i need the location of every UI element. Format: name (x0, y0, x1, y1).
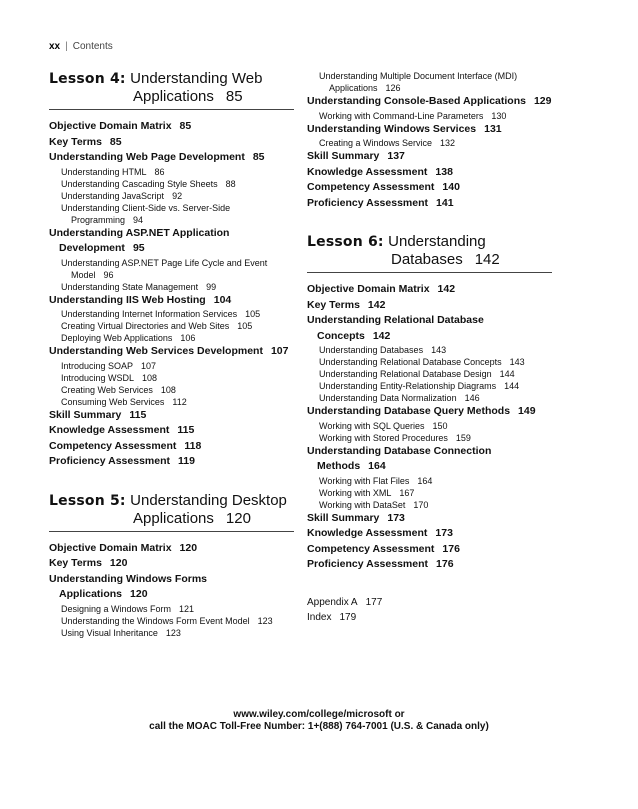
toc-entry-title: Understanding JavaScript (61, 190, 165, 201)
toc-appendix-entry[interactable] (307, 595, 552, 611)
toc-entry[interactable] (49, 135, 294, 151)
toc-subentry[interactable] (49, 384, 294, 396)
toc-entry-title: Understanding Client-Side vs. Server-Side Programming (61, 202, 231, 225)
toc-entry-title: Designing a Windows Form (61, 603, 172, 614)
toc-page-number: 88 (225, 178, 236, 189)
toc-subentry[interactable] (307, 137, 552, 149)
lesson-heading-l4 (49, 70, 294, 110)
toc-entry[interactable] (307, 526, 552, 542)
toc-entry-title: Introducing SOAP (61, 360, 134, 371)
toc-page-number: 141 (436, 196, 454, 209)
toc-entry[interactable] (307, 444, 552, 475)
lesson-label: Lesson 5: (49, 492, 126, 509)
toc-entry[interactable] (307, 165, 552, 181)
lesson-title-line-1: Understanding Desktop (130, 491, 287, 509)
toc-entry-title: Understanding Database Connection Methods (307, 444, 492, 472)
toc-subentry[interactable] (49, 178, 294, 190)
toc-page-number: 105 (237, 321, 253, 331)
footer (0, 709, 638, 733)
toc-page-number: 144 (504, 381, 520, 391)
toc-entry[interactable] (49, 423, 294, 439)
toc-page-number: 94 (133, 214, 144, 225)
toc-page-number: 142 (367, 298, 386, 311)
toc-page-number: 99 (206, 281, 217, 292)
toc-entry-title: Working with Stored Procedures (319, 432, 448, 443)
spacer (49, 470, 294, 492)
toc-page-number: 85 (109, 135, 122, 148)
toc-subentry[interactable] (307, 110, 552, 122)
toc-subentry[interactable] (307, 344, 552, 356)
toc-page-number: 140 (442, 181, 460, 193)
toc-page-number: 108 (142, 372, 158, 383)
toc-entry-title: Key Terms (49, 135, 102, 148)
toc-entry-title: Understanding Web Services Development (49, 345, 263, 357)
toc-entry-title: Understanding the Windows Form Event Model (61, 615, 250, 626)
toc-entry[interactable] (307, 298, 552, 314)
toc-entry-title: Working with SQL Queries (319, 420, 425, 431)
toc-page-number: 167 (399, 487, 415, 498)
toc-page-number: 126 (385, 83, 401, 93)
toc-entry-title: Competency Assessment (307, 181, 435, 193)
toc-subentry[interactable] (49, 603, 294, 615)
toc-appendix-entry[interactable] (307, 610, 552, 626)
toc-page-number: 112 (172, 396, 187, 407)
lesson-title-line-1: Understanding (388, 233, 486, 250)
header-section: Contents (72, 41, 113, 52)
lesson-title-text: Applications (133, 509, 214, 527)
toc-entry-title: Understanding Web Page Development (49, 151, 245, 163)
toc-entry-title: Understanding Internet Information Services (61, 309, 238, 319)
toc-page-number: 95 (132, 242, 145, 254)
toc-page-number: 120 (109, 557, 128, 569)
lesson-label: Lesson 6: (307, 234, 384, 250)
toc-entry-title: Objective Domain Matrix (49, 541, 172, 554)
toc-right-column (307, 70, 552, 626)
toc-entry-title: Understanding Windows Services (307, 122, 477, 135)
toc-entry-title: Skill Summary (307, 511, 380, 524)
toc-entry[interactable] (49, 541, 294, 557)
toc-page-number: 179 (339, 612, 357, 623)
toc-entry[interactable] (307, 94, 552, 110)
toc-entry-title: Understanding Entity-Relationship Diagrams (319, 381, 497, 391)
toc-entry-title: Working with DataSet (319, 499, 406, 510)
toc-entry-title: Understanding Console-Based Applications (307, 95, 526, 107)
lesson-title-line-2 (49, 510, 294, 528)
toc-entry[interactable] (49, 556, 294, 572)
toc-entry[interactable] (49, 344, 294, 360)
toc-entry-title: Competency Assessment (307, 542, 435, 555)
toc-entry-title: Understanding Databases (319, 345, 424, 355)
toc-page-number: 107 (270, 345, 289, 357)
toc-subentry[interactable] (307, 420, 552, 432)
toc-entry-title: Using Visual Inheritance (61, 627, 158, 638)
toc-page-number: 164 (417, 475, 433, 486)
toc-page-number: 130 (491, 110, 507, 121)
toc-subentry[interactable] (49, 202, 294, 226)
toc-page-number: 177 (365, 596, 383, 608)
lesson-heading-l5 (49, 492, 294, 532)
toc-entry-title: Appendix A (307, 596, 358, 608)
lesson-page-number: 120 (225, 509, 251, 527)
toc-subentry[interactable] (49, 257, 294, 281)
toc-page-number: 92 (172, 190, 183, 201)
toc-subentry[interactable] (49, 332, 294, 344)
toc-entry[interactable] (307, 313, 552, 344)
toc-page-number: 115 (177, 424, 195, 436)
spacer (307, 211, 552, 233)
toc-entry-title: Understanding ASP.NET Page Life Cycle and Event Model (61, 257, 268, 280)
toc-page-number: 106 (180, 333, 196, 343)
toc-entry-title: Understanding Data Normalization (319, 393, 457, 403)
toc-page-number: 142 (372, 329, 391, 342)
toc-entry-title: Understanding Relational Database Concepts (319, 357, 502, 367)
toc-entry-title: Understanding Database Query Methods (307, 405, 511, 417)
toc-entry-title: Understanding Relational Database Design (319, 369, 492, 379)
toc-entry-title: Proficiency Assessment (307, 196, 429, 209)
toc-subentry[interactable] (49, 308, 294, 320)
toc-subentry[interactable] (49, 396, 294, 408)
toc-entry-title: Working with XML (319, 487, 392, 498)
toc-entry-title: Understanding Relational Database Concepts (307, 314, 484, 342)
toc-entry[interactable] (49, 293, 294, 309)
toc-entry-title: Creating Web Services (61, 384, 153, 395)
page-number: xx (49, 41, 61, 52)
toc-entry-title: Knowledge Assessment (307, 165, 428, 178)
toc-entry[interactable] (49, 119, 294, 135)
running-header: xx | Contents (49, 41, 113, 52)
toc-page-number: 105 (245, 309, 261, 319)
toc-page-number: 129 (533, 95, 552, 107)
toc-entry-title: Understanding ASP.NET Application Development (49, 226, 230, 254)
toc-entry-title: Working with Command-Line Parameters (319, 110, 484, 121)
toc-entry-title: Proficiency Assessment (307, 558, 429, 570)
toc-page-number: 173 (435, 527, 453, 539)
toc-entry-title: Understanding Windows Forms Applications (49, 572, 207, 600)
toc-page-number: 143 (431, 345, 447, 355)
toc-page-number: 176 (442, 542, 460, 555)
toc-subentry[interactable] (307, 392, 552, 404)
toc-entry-title: Objective Domain Matrix (307, 283, 430, 295)
toc-entry[interactable] (307, 404, 552, 420)
toc-entry-title: Introducing WSDL (61, 372, 135, 383)
toc-entry[interactable] (49, 408, 294, 424)
toc-entry-title: Knowledge Assessment (307, 527, 428, 539)
toc-page-number: 120 (179, 541, 198, 554)
lesson-page-number: 85 (225, 88, 243, 105)
toc-entry-title: Creating a Windows Service (319, 138, 433, 148)
toc-subentry[interactable] (307, 487, 552, 499)
toc-page-number: 104 (213, 293, 232, 306)
lesson-title-text: Databases (391, 251, 463, 268)
lesson-title-line-2 (49, 88, 294, 106)
toc-entry[interactable] (307, 511, 552, 527)
toc-entry-title: Competency Assessment (49, 439, 177, 452)
toc-page-number: 85 (252, 151, 265, 163)
toc-entry[interactable] (307, 149, 552, 165)
toc-entry[interactable] (307, 557, 552, 573)
toc-entry[interactable] (307, 122, 552, 138)
toc-page-number: 119 (178, 455, 195, 467)
toc-page-number: 96 (103, 269, 114, 280)
toc-page-number: 132 (440, 138, 456, 148)
toc-page-number: 176 (436, 558, 454, 570)
lesson-title-line-1: Understanding Web (130, 70, 263, 87)
toc-page-number: 170 (413, 499, 429, 510)
toc-page-number: 149 (518, 405, 536, 417)
toc-entry[interactable] (307, 542, 552, 558)
footer-line-2: call the MOAC Toll-Free Number: 1+(888) 764-7001 (U.S. & Canada only) (149, 721, 489, 732)
toc-entry-title: Understanding IIS Web Hosting (49, 293, 206, 306)
toc-page-number: 138 (435, 165, 453, 178)
toc-entry-title: Working with Flat Files (319, 475, 410, 486)
toc-entry[interactable] (307, 196, 552, 212)
toc-page-number: 115 (129, 408, 147, 421)
toc-page-number: 142 (437, 283, 456, 295)
toc-subentry[interactable] (307, 368, 552, 380)
toc-entry-title: Understanding HTML (61, 166, 147, 177)
lesson-page-number: 142 (474, 251, 500, 268)
toc-page-number: 123 (257, 615, 273, 626)
toc-entry[interactable] (49, 150, 294, 166)
toc-page-number: 108 (160, 384, 176, 395)
toc-entry-title: Understanding Multiple Document Interface (MDI) Applications (319, 71, 518, 93)
lesson-title-text: Applications (133, 88, 214, 105)
toc-page-number: 86 (154, 166, 165, 177)
toc-subentry[interactable] (49, 372, 294, 384)
toc-subentry[interactable] (307, 70, 552, 94)
toc-subentry[interactable] (49, 281, 294, 293)
toc-entry-title: Objective Domain Matrix (49, 120, 172, 132)
toc-page-number: 173 (387, 511, 405, 524)
footer-line-1: www.wiley.com/college/microsoft or (233, 709, 405, 720)
toc-subentry[interactable] (49, 320, 294, 332)
toc-page-number: 159 (455, 432, 471, 443)
toc-left-column (49, 70, 294, 639)
toc-page-number: 120 (130, 588, 148, 600)
lesson-title-line-2 (307, 251, 552, 269)
toc-page-number: 131 (484, 122, 502, 135)
toc-entry-title: Understanding State Management (61, 281, 199, 292)
spacer (307, 573, 552, 595)
toc-page-number: 123 (165, 627, 181, 638)
toc-subentry[interactable] (49, 615, 294, 627)
toc-subentry[interactable] (49, 360, 294, 372)
toc-page-number: 107 (141, 360, 157, 371)
toc-entry[interactable] (307, 180, 552, 196)
toc-page-number: 118 (184, 439, 202, 452)
toc-entry[interactable] (49, 572, 294, 603)
toc-subentry[interactable] (307, 356, 552, 368)
toc-page-number: 137 (387, 150, 405, 162)
toc-entry-title: Key Terms (307, 298, 360, 311)
toc-entry-title: Creating Virtual Directories and Web Sites (61, 321, 230, 331)
toc-page-number: 150 (432, 420, 448, 431)
toc-entry-title: Knowledge Assessment (49, 424, 170, 436)
toc-entry-title: Skill Summary (49, 408, 122, 421)
toc-subentry[interactable] (49, 190, 294, 202)
toc-subentry[interactable] (307, 380, 552, 392)
toc-page-number: 144 (499, 369, 515, 379)
toc-entry-title: Proficiency Assessment (49, 455, 171, 467)
toc-entry[interactable] (49, 226, 294, 257)
toc-page-number: 85 (179, 120, 192, 132)
toc-page-number: 143 (509, 357, 525, 367)
toc-entry-title: Deploying Web Applications (61, 333, 173, 343)
toc-entry-title: Skill Summary (307, 150, 380, 162)
lesson-heading-l6 (307, 233, 552, 273)
toc-subentry[interactable] (307, 432, 552, 444)
toc-page-number: 121 (179, 603, 195, 614)
toc-entry-title: Key Terms (49, 557, 102, 569)
toc-entry-title: Consuming Web Services (61, 396, 165, 407)
toc-subentry[interactable] (49, 627, 294, 639)
toc-entry-title: Understanding Cascading Style Sheets (61, 178, 218, 189)
toc-page-number: 146 (464, 393, 480, 403)
lesson-label: Lesson 4: (49, 71, 126, 87)
toc-entry[interactable] (49, 454, 294, 470)
toc-entry[interactable] (307, 282, 552, 298)
toc-subentry[interactable] (307, 499, 552, 511)
toc-page-number: 164 (368, 460, 386, 472)
toc-subentry[interactable] (307, 475, 552, 487)
toc-entry-title: Index (307, 612, 332, 623)
toc-entry[interactable] (49, 439, 294, 455)
toc-subentry[interactable] (49, 166, 294, 178)
